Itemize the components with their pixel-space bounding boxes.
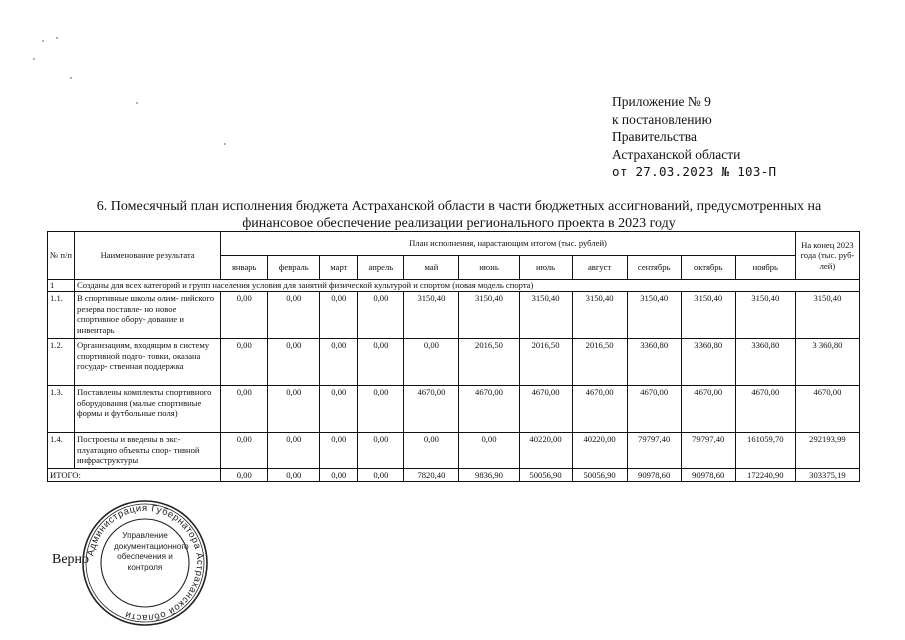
verno-label: Верно xyxy=(52,552,90,567)
row-value: 0,00 xyxy=(268,433,320,469)
table-row xyxy=(48,433,860,469)
row-value: 79797,40 xyxy=(627,433,681,469)
row-value: 161059,70 xyxy=(735,433,795,469)
header-month: март xyxy=(320,256,358,280)
header-month: апрель xyxy=(358,256,404,280)
row-value: 40220,00 xyxy=(519,433,572,469)
row-value: 0,00 xyxy=(268,386,320,433)
appendix-line-3: Правительства xyxy=(612,129,697,144)
header-month: октябрь xyxy=(681,256,735,280)
header-month: август xyxy=(572,256,627,280)
row-year-end: 292193,99 xyxy=(795,433,859,469)
row-value: 0,00 xyxy=(221,339,268,386)
total-value: 9836,90 xyxy=(459,469,519,482)
row-value: 4670,00 xyxy=(735,386,795,433)
row-result-name: Поставлены комплекты спортивного оборудования (малые спортивные формы и футбольные поля) xyxy=(75,386,221,433)
budget-plan-table xyxy=(47,231,860,482)
total-value: 172240,90 xyxy=(735,469,795,482)
appendix-line-1: Приложение № 9 xyxy=(612,94,711,109)
scan-speck xyxy=(224,143,226,145)
row-value: 2016,50 xyxy=(459,339,519,386)
row-value: 3150,40 xyxy=(735,292,795,339)
row-value: 3150,40 xyxy=(459,292,519,339)
row-number: 1.1. xyxy=(48,292,75,339)
row-value: 0,00 xyxy=(358,339,404,386)
row-year-end: 3 360,80 xyxy=(795,339,859,386)
header-number: № п/п xyxy=(48,232,75,280)
table-row xyxy=(48,339,860,386)
total-value: 90978,60 xyxy=(627,469,681,482)
row-value: 0,00 xyxy=(221,386,268,433)
total-value: 0,00 xyxy=(358,469,404,482)
header-month: ноябрь xyxy=(735,256,795,280)
row-value: 0,00 xyxy=(358,433,404,469)
stamp-center-text: Управление документационного обеспечения и контроля xyxy=(114,531,189,572)
scan-speck xyxy=(33,58,35,60)
row-year-end: 4670,00 xyxy=(795,386,859,433)
row-value: 4670,00 xyxy=(519,386,572,433)
total-value: 7820,40 xyxy=(404,469,459,482)
row-year-end: 3150,40 xyxy=(795,292,859,339)
header-month: июнь xyxy=(459,256,519,280)
header-month: февраль xyxy=(268,256,320,280)
row-number: 1.2. xyxy=(48,339,75,386)
row-result-name: Организациям, входящим в систему спортивной подго- товки, оказана государ- ственная поддержка xyxy=(75,339,221,386)
stamp-ring-text: Администрация Губернатора Астраханской области xyxy=(85,502,206,624)
row-value: 0,00 xyxy=(404,339,459,386)
header-month: июль xyxy=(519,256,572,280)
row-value: 0,00 xyxy=(358,292,404,339)
heading-line-2: финансовое обеспечение реализации регионального проекта в 2023 году xyxy=(242,216,676,231)
section-title: Созданы для всех категорий и групп населения условия для занятий физической культурой и спортом (новая модель спорта) xyxy=(75,280,860,292)
table-row xyxy=(48,386,860,433)
header-month: сентябрь xyxy=(627,256,681,280)
row-value: 4670,00 xyxy=(681,386,735,433)
row-number: 1.4. xyxy=(48,433,75,469)
row-value: 3150,40 xyxy=(681,292,735,339)
heading-line-1: 6. Помесячный план исполнения бюджета Астраханской области в части бюджетных ассигнований, предусмотренных на xyxy=(96,199,822,214)
row-value: 0,00 xyxy=(358,386,404,433)
total-value: 0,00 xyxy=(221,469,268,482)
scan-speck xyxy=(56,37,58,39)
row-value: 3150,40 xyxy=(519,292,572,339)
total-value: 0,00 xyxy=(268,469,320,482)
total-year-end: 303375,19 xyxy=(795,469,859,482)
total-value: 50056,90 xyxy=(572,469,627,482)
scan-speck xyxy=(70,77,72,79)
row-value: 79797,40 xyxy=(681,433,735,469)
row-value: 4670,00 xyxy=(572,386,627,433)
appendix-line-4: Астраханской области xyxy=(612,146,741,162)
section-row xyxy=(48,280,860,292)
row-value: 0,00 xyxy=(268,339,320,386)
total-label: ИТОГО: xyxy=(48,469,221,482)
header-month: май xyxy=(404,256,459,280)
row-value: 0,00 xyxy=(459,433,519,469)
table-row xyxy=(48,292,860,339)
scan-speck xyxy=(136,102,138,104)
row-value: 0,00 xyxy=(221,292,268,339)
header-plan: План исполнения, нарастающим итогом (тыс. рублей) xyxy=(221,232,796,256)
row-value: 3360,80 xyxy=(681,339,735,386)
header-month: январь xyxy=(221,256,268,280)
document-heading xyxy=(40,198,878,232)
header-year-end: На конец 2023 года (тыс. руб- лей) xyxy=(795,232,859,280)
appendix-line-2: к постановлению xyxy=(612,111,712,127)
row-value: 0,00 xyxy=(320,292,358,339)
row-value: 40220,00 xyxy=(572,433,627,469)
row-value: 4670,00 xyxy=(459,386,519,433)
total-value: 0,00 xyxy=(320,469,358,482)
row-value: 0,00 xyxy=(320,386,358,433)
official-stamp xyxy=(80,498,210,628)
row-value: 0,00 xyxy=(221,433,268,469)
row-value: 0,00 xyxy=(320,433,358,469)
scan-speck xyxy=(42,40,44,42)
appendix-date-line: от 27.03.2023 № 103-П xyxy=(612,164,777,179)
row-value: 0,00 xyxy=(404,433,459,469)
row-value: 3150,40 xyxy=(404,292,459,339)
header-result-name: Наименование результата xyxy=(75,232,221,280)
section-number: 1 xyxy=(48,280,75,292)
row-value: 3150,40 xyxy=(572,292,627,339)
row-result-name: В спортивные школы олим- пийского резерва поставле- но новое спортивное обору- дование и инвентарь xyxy=(75,292,221,339)
row-value: 0,00 xyxy=(320,339,358,386)
row-value: 3360,80 xyxy=(735,339,795,386)
row-result-name: Построены и введены в экс- плуатацию объекты спор- тивной инфраструктуры xyxy=(75,433,221,469)
row-value: 0,00 xyxy=(268,292,320,339)
row-value: 4670,00 xyxy=(627,386,681,433)
row-value: 3360,80 xyxy=(627,339,681,386)
total-row xyxy=(48,469,860,482)
row-value: 4670,00 xyxy=(404,386,459,433)
row-number: 1.3. xyxy=(48,386,75,433)
total-value: 90978,60 xyxy=(681,469,735,482)
row-value: 3150,40 xyxy=(627,292,681,339)
appendix-block xyxy=(612,93,776,181)
total-value: 50056,90 xyxy=(519,469,572,482)
row-value: 2016,50 xyxy=(572,339,627,386)
row-value: 2016,50 xyxy=(519,339,572,386)
